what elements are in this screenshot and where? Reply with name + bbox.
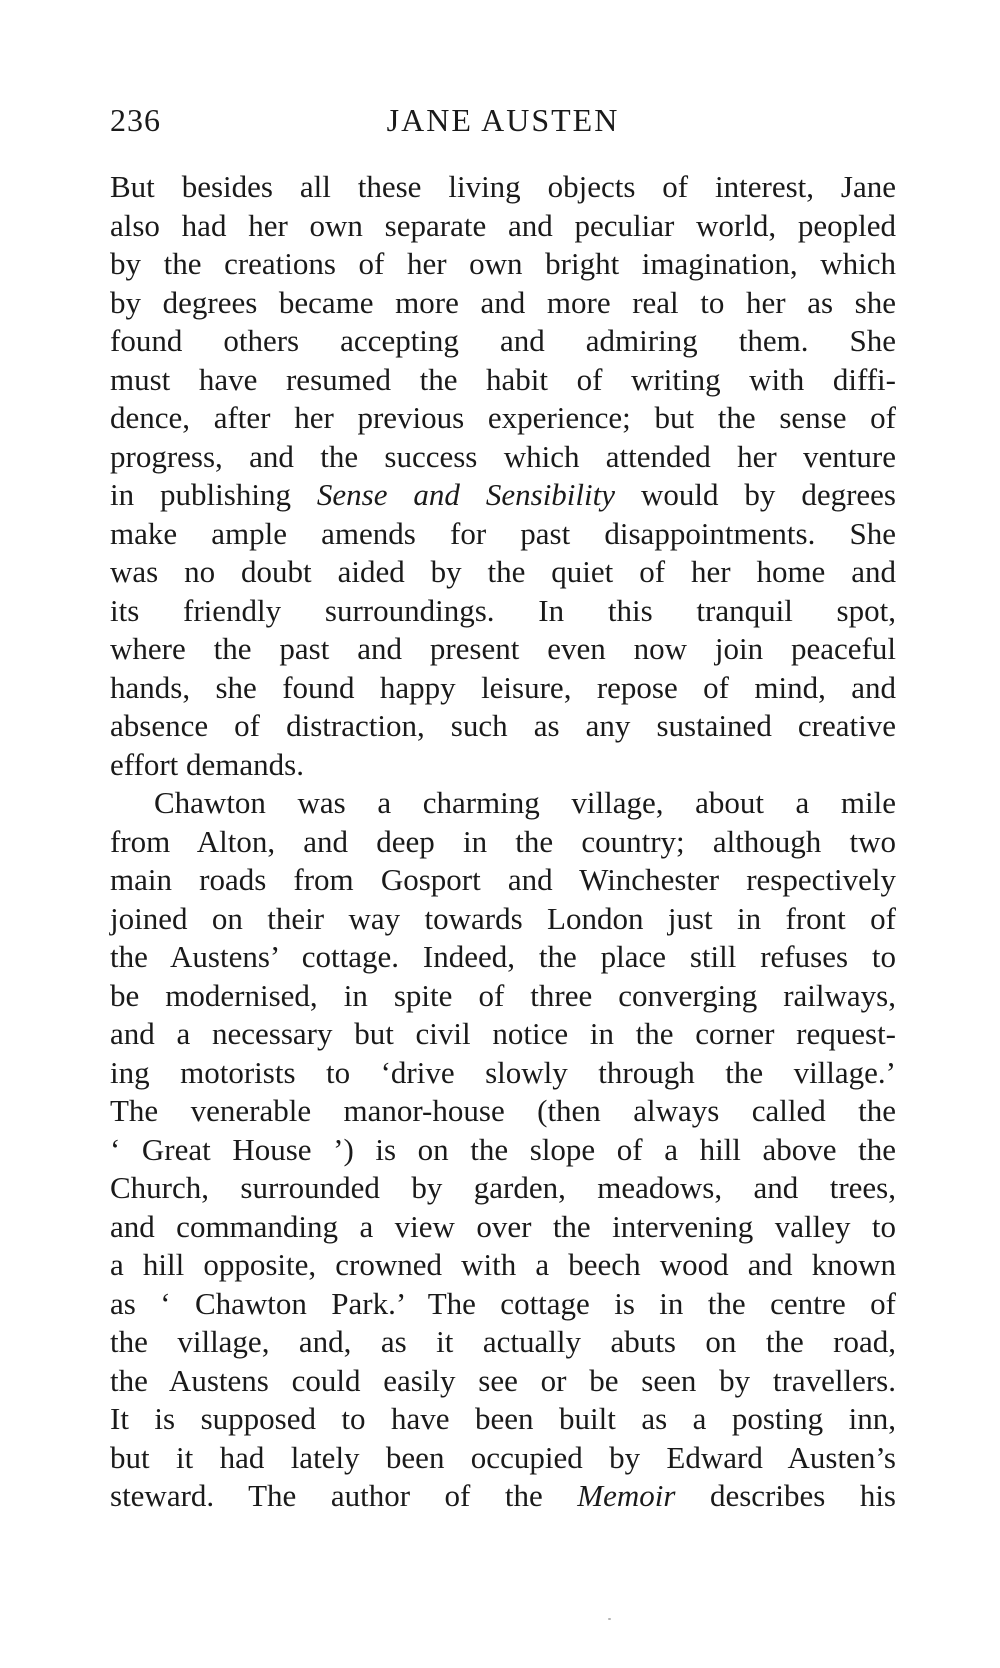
running-title: JANE AUSTEN xyxy=(386,102,620,138)
body-text xyxy=(110,168,896,1516)
text-line xyxy=(110,476,896,515)
text-line xyxy=(110,630,896,669)
text-run: also had her own separate and peculiar world, peopled xyxy=(110,207,896,243)
book-title-italic: Sense and Sensibility xyxy=(316,477,616,512)
text-run: from Alton, and deep in the country; although two xyxy=(110,823,896,859)
text-line xyxy=(110,168,896,207)
text-run: found others accepting and admiring them. She xyxy=(110,323,896,358)
text-run: the village, and, as it actually abuts on the road, xyxy=(110,1324,896,1359)
text-line xyxy=(110,1362,896,1401)
text-run: ing motorists to ‘drive slowly through the village.’ xyxy=(110,1054,896,1090)
text-line xyxy=(110,592,896,631)
text-run: dence, after her previous experience; but the sense of xyxy=(110,400,896,435)
text-run: its friendly surroundings. In this tranquil spot, xyxy=(110,592,896,628)
text-run: The venerable manor-house (then always called the xyxy=(110,1093,896,1128)
text-run: as ‘ Chawton Park.’ The cottage is in the centre of xyxy=(110,1285,896,1321)
text-line xyxy=(110,861,896,900)
text-line xyxy=(110,938,896,977)
text-run: must have resumed the habit of writing with diffi- xyxy=(110,361,896,397)
text-run: effort demands. xyxy=(110,746,304,782)
text-run: a hill opposite, crowned with a beech wood and known xyxy=(110,1247,896,1282)
text-run: but it had lately been occupied by Edward Austen’s xyxy=(110,1439,896,1475)
paragraph-2 xyxy=(110,784,896,1516)
text-line xyxy=(110,1092,896,1131)
text-line xyxy=(110,553,896,592)
text-line xyxy=(110,284,896,323)
paper-speck xyxy=(608,1618,611,1620)
text-run: the Austens could easily see or be seen by travellers. xyxy=(110,1362,896,1398)
text-run: describes his xyxy=(675,1478,896,1513)
text-run: where the past and present even now join peaceful xyxy=(110,631,896,666)
text-line xyxy=(110,399,896,438)
text-run: steward. The author of the xyxy=(110,1478,578,1513)
text-line xyxy=(110,1131,896,1170)
text-run: joined on their way towards London just in front of xyxy=(110,900,896,936)
text-line xyxy=(110,1169,896,1208)
text-run: in publishing xyxy=(110,477,317,512)
text-line xyxy=(110,322,896,361)
text-line xyxy=(110,1015,896,1054)
text-line xyxy=(110,515,896,554)
text-run: the Austens’ cottage. Indeed, the place still refuses to xyxy=(110,939,896,974)
text-run: absence of distraction, such as any sustained creative xyxy=(110,708,896,743)
text-line xyxy=(110,1285,896,1324)
text-line xyxy=(110,1477,896,1516)
text-line xyxy=(110,245,896,284)
text-line xyxy=(110,1246,896,1285)
text-run: progress, and the success which attended her venture xyxy=(110,438,896,474)
text-run: be modernised, in spite of three converging railways, xyxy=(110,977,896,1013)
text-line xyxy=(110,823,896,862)
text-run: But besides all these living objects of interest, Jane xyxy=(110,169,896,204)
text-line xyxy=(110,1208,896,1247)
text-line xyxy=(110,1323,896,1362)
text-run: make ample amends for past disappointments. She xyxy=(110,515,896,551)
text-run: and a necessary but civil notice in the corner request- xyxy=(110,1016,896,1051)
text-run: by degrees became more and more real to her as she xyxy=(110,284,896,320)
text-line xyxy=(110,746,896,785)
text-line xyxy=(110,1400,896,1439)
text-line xyxy=(110,900,896,939)
page-number: 236 xyxy=(110,102,161,138)
text-line xyxy=(110,1054,896,1093)
text-run: It is supposed to have been built as a posting inn, xyxy=(110,1401,896,1436)
text-line xyxy=(110,207,896,246)
paragraph-1 xyxy=(110,168,896,784)
text-run: hands, she found happy leisure, repose of mind, and xyxy=(110,669,896,705)
text-run: main roads from Gosport and Winchester respectively xyxy=(110,862,896,897)
text-line xyxy=(110,1439,896,1478)
text-line xyxy=(110,784,896,823)
text-line xyxy=(110,438,896,477)
page-header xyxy=(110,95,896,145)
text-line xyxy=(110,669,896,708)
text-line xyxy=(110,361,896,400)
text-run: and commanding a view over the intervening valley to xyxy=(110,1208,896,1244)
text-run: ‘ Great House ’) is on the slope of a hill above the xyxy=(110,1131,896,1167)
text-run: Church, surrounded by garden, meadows, and trees, xyxy=(110,1170,896,1205)
text-line xyxy=(110,707,896,746)
memoir-title-italic: Memoir xyxy=(577,1478,676,1513)
text-run: Chawton was a charming village, about a mile xyxy=(154,785,896,820)
text-run: by the creations of her own bright imagination, which xyxy=(110,246,896,281)
text-line xyxy=(110,977,896,1016)
text-run: would by degrees xyxy=(615,477,896,512)
text-run: was no doubt aided by the quiet of her home and xyxy=(110,554,896,589)
